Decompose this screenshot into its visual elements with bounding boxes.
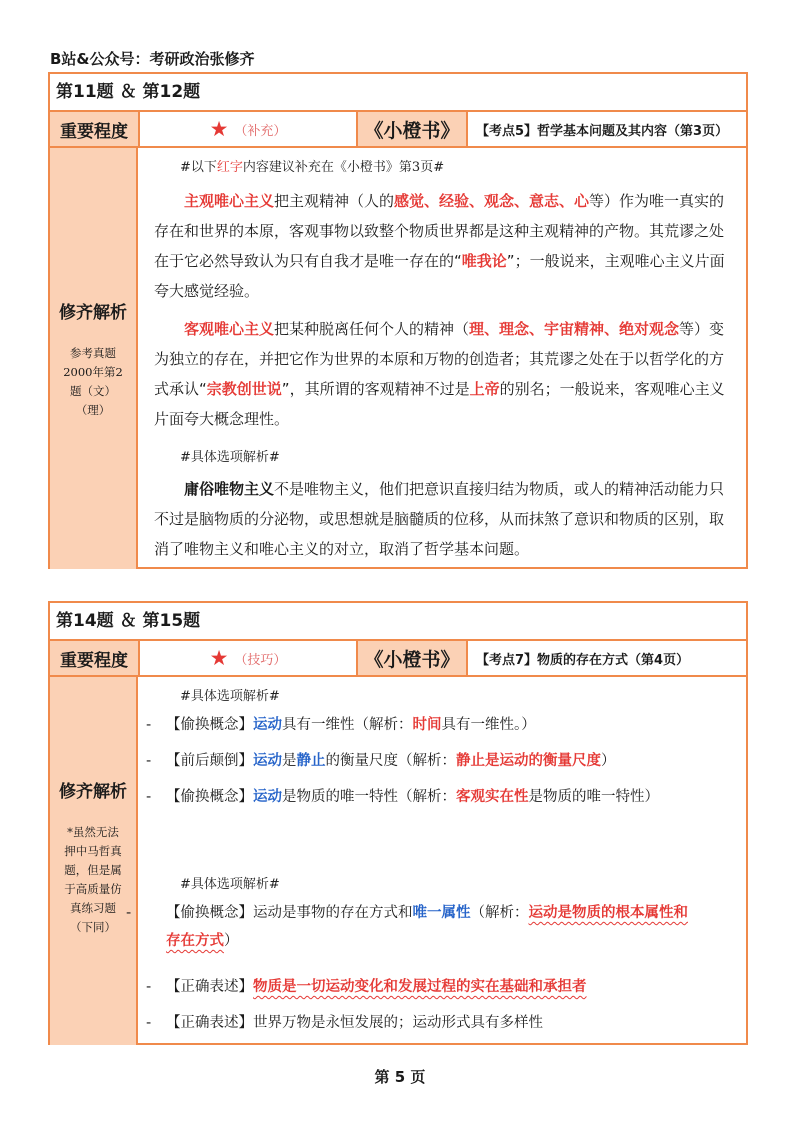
analysis-sidebar [50, 677, 138, 1045]
analysis-content [126, 677, 746, 1045]
card-title: 第11题 ＆ 第12题 [50, 74, 746, 112]
option-analysis-heading: #具体选项解析# [180, 877, 280, 892]
importance-label: 重要程度 [50, 112, 140, 146]
page-number: 第 5 页 [374, 1068, 426, 1086]
supplement-note [180, 156, 444, 175]
paragraph-subjective-idealism [154, 186, 734, 306]
option-tag: 【偷换概念】 [166, 717, 253, 733]
text: 等）作为唯一真实的存在和世界的本原，客观事物以致整个物质世界都是这种主观精神的产物。其荒谬之处在于它必然导致认为只有自我才是唯一存在的“ [154, 192, 725, 270]
reference-note [56, 344, 130, 420]
question-card-14-15 [48, 601, 748, 1045]
paragraph-objective-idealism [154, 314, 734, 434]
text: 世界万物是永恒发展的；运动形式具有多样性 [253, 1015, 543, 1031]
page-header: B站&公众号：考研政治张修齐 [50, 50, 255, 68]
book-title: 《小橙书》 [358, 641, 468, 675]
note-text: 内容建议补充在《小橙书》第3页# [242, 160, 445, 175]
term: 唯我论 [461, 252, 507, 270]
option-tag: 【偷换概念】 [166, 905, 253, 921]
text: 运动是事物的存在方式和 [253, 905, 413, 921]
term: 庸俗唯物主义 [184, 480, 275, 498]
text: ”，其所谓的客观精神不过是 [281, 380, 470, 398]
analysis-row [50, 677, 746, 1045]
dash-bullet: - [146, 979, 152, 995]
paragraph-vulgar-materialism [154, 474, 734, 564]
option-tag: 【正确表述】 [166, 979, 253, 995]
analysis-content [138, 148, 746, 569]
option-item [146, 711, 736, 739]
term: 客观唯心主义 [184, 320, 275, 338]
term: 存在方式 [166, 933, 224, 949]
term: 理、理念、宇宙精神、绝对观念 [469, 320, 680, 338]
text: 具有一维性。） [441, 717, 536, 733]
text: ”；一般说来，主观唯心主义片面夸大感觉经验。 [154, 252, 725, 300]
topic-reference: 【考点7】物质的存在方式（第4页） [476, 652, 690, 668]
star-icon: ★ [209, 646, 229, 670]
term: 感觉、经验、观念、意志、心 [394, 192, 590, 210]
importance-label: 重要程度 [50, 641, 140, 675]
option-analysis-heading: #具体选项解析# [180, 450, 280, 465]
importance-row [50, 112, 746, 148]
term: 运动是物质的根本属性和 [528, 905, 688, 921]
analysis-label: 修齐解析 [59, 303, 127, 323]
star-icon: ★ [209, 117, 229, 141]
importance-row [50, 641, 746, 677]
term: 运动 [253, 753, 282, 769]
disclaimer-note [56, 823, 130, 937]
analysis-sidebar [50, 148, 138, 569]
text: 的别名；一般说来，客观唯心主义片面夸大概念理性。 [154, 380, 725, 428]
note-red-text: 红字 [216, 160, 243, 175]
option-item [146, 973, 736, 1001]
disclaimer-line: 押中马哲真 [64, 844, 122, 858]
question-card-11-12 [48, 72, 748, 569]
reference-note-line: （理） [75, 403, 111, 417]
importance-rating [140, 112, 358, 146]
option-item [146, 747, 736, 775]
text: ） [224, 933, 239, 949]
book-title: 《小橙书》 [358, 112, 468, 146]
text: 是物质的唯一特性（解析： [282, 789, 456, 805]
term: 静止 [296, 753, 326, 769]
text: 等）变为独立的存在，并把它作为世界的本原和万物的创造者；其荒谬之处在于以哲学化的方式承认“ [154, 320, 725, 398]
dash-bullet: - [126, 905, 132, 921]
reference-note-line: 参考真题 [70, 346, 116, 360]
option-tag: 【偷换概念】 [166, 789, 253, 805]
text: 把某种脱离任何个人的精神（ [274, 320, 470, 338]
term: 客观实在性 [456, 789, 529, 805]
option-tag: 【正确表述】 [166, 1015, 253, 1031]
option-tag: 【前后颠倒】 [166, 753, 253, 769]
term: 宗教创世说 [206, 380, 282, 398]
disclaimer-line: *虽然无法 [67, 825, 119, 839]
option-item [146, 783, 736, 811]
term: 静止是运动的衡量尺度 [456, 753, 601, 769]
dash-bullet: - [146, 789, 152, 805]
importance-rating [140, 641, 358, 675]
text: ） [601, 753, 616, 769]
star-note: （技巧） [234, 652, 287, 668]
term: 上帝 [469, 380, 500, 398]
note-text: #以下 [180, 160, 217, 175]
option-item [126, 899, 736, 955]
term: 唯一属性 [412, 905, 471, 921]
disclaimer-line: 题，但是属 [64, 863, 122, 877]
star-note: （补充） [234, 123, 287, 139]
topic-reference: 【考点5】哲学基本问题及其内容（第3页） [476, 123, 729, 139]
term: 时间 [412, 717, 442, 733]
reference-note-line: 2000年第2 [63, 365, 123, 379]
dash-bullet: - [146, 753, 152, 769]
analysis-row [50, 148, 746, 569]
text: 的衡量尺度（解析： [325, 753, 456, 769]
disclaimer-line: （下同） [70, 920, 116, 934]
disclaimer-line: 于高质量仿 [64, 882, 122, 896]
term: 运动 [253, 789, 282, 805]
option-item [146, 1009, 736, 1037]
text: 具有一维性（解析： [282, 717, 413, 733]
text: 不是唯物主义，他们把意识直接归结为物质，或人的精神活动能力只不过是脑物质的分泌物，或思想就是脑髓质的位移，从而抹煞了意识和物质的区别，取消了唯物主义和唯心主义的对立，取消了哲学基本问题。 [154, 480, 725, 558]
dash-bullet: - [146, 717, 152, 733]
text: 是 [282, 753, 297, 769]
disclaimer-line: 真练习题 [70, 901, 116, 915]
dash-bullet: - [146, 1015, 152, 1031]
analysis-label: 修齐解析 [59, 782, 127, 802]
option-analysis-heading: #具体选项解析# [180, 689, 280, 704]
reference-note-line: 题（文） [70, 384, 116, 398]
term: 物质是一切运动变化和发展过程的实在基础和承担者 [253, 979, 587, 995]
card-title: 第14题 ＆ 第15题 [50, 603, 746, 641]
text: 把主观精神（人的 [274, 192, 395, 210]
term: 主观唯心主义 [184, 192, 275, 210]
text: 是物质的唯一特性） [528, 789, 659, 805]
term: 运动 [253, 717, 282, 733]
text: （解析： [470, 905, 529, 921]
